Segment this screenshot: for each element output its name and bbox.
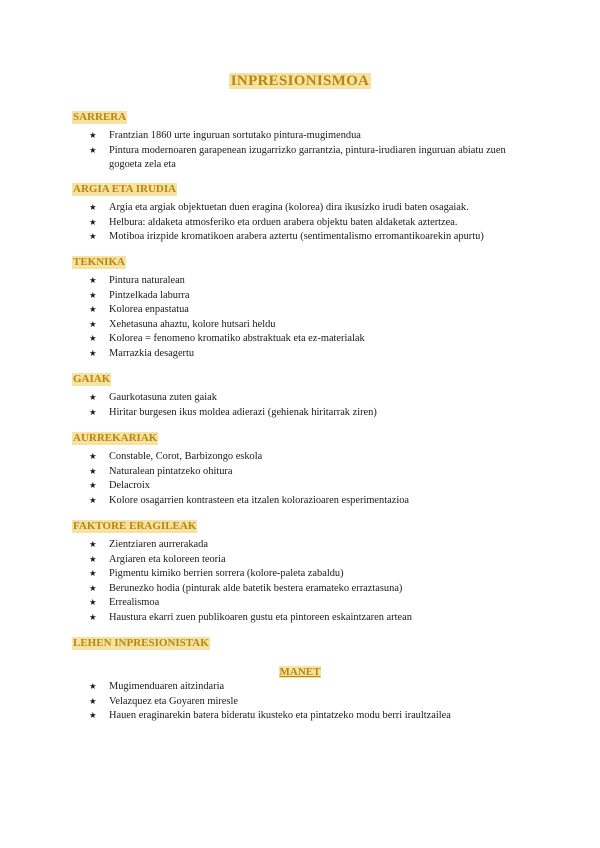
star-bullet-icon: ★ — [89, 348, 97, 359]
list-item: ★ Marrazkia desagertu — [72, 347, 532, 362]
star-bullet-icon: ★ — [89, 305, 97, 316]
section-argia-eta-irudia — [72, 179, 532, 245]
list-item: ★ Hiritar burgesen ikus moldea adierazi (gehienak hiritarrak ziren) — [72, 406, 532, 421]
section-faktore-eragileak — [72, 516, 532, 626]
star-bullet-icon: ★ — [89, 569, 97, 580]
list-item: ★ Kolorea = fenomeno kromatiko abstraktuak eta ez-materialak — [72, 332, 532, 347]
list-item: ★ Motiboa irizpide kromatikoen arabera aztertu (sentimentalismo erromantikoarekin apurtu) — [72, 230, 532, 245]
list-item: ★ Pintzelkada laburra — [72, 289, 532, 304]
star-bullet-icon: ★ — [89, 598, 97, 609]
star-bullet-icon: ★ — [89, 682, 97, 692]
list-item: ★ Argiaren eta koloreen teoria — [72, 553, 532, 568]
bullet-list — [72, 538, 532, 626]
star-bullet-icon: ★ — [89, 334, 97, 345]
star-bullet-icon: ★ — [89, 481, 97, 492]
bullet-list — [72, 274, 532, 362]
list-item: ★ Hauen eraginarekin batera bideratu ikusteko eta pintatzeko modu berri iraultzailea — [72, 709, 532, 724]
star-bullet-icon: ★ — [89, 217, 97, 228]
subsection-heading-text: MANET — [279, 666, 321, 678]
star-bullet-icon: ★ — [89, 466, 97, 477]
list-item: ★ Zientziaren aurrerakada — [72, 538, 532, 553]
list-item: ★ Pintura modernoaren garapenean izugarrizko garrantzia, pintura-irudiaren inguruan abiatu zuen gogoeta zela eta — [89, 144, 506, 171]
star-bullet-icon: ★ — [89, 203, 97, 213]
star-bullet-icon: ★ — [89, 393, 97, 403]
bullet-list — [72, 201, 532, 245]
section-heading: TEKNIKA — [73, 256, 125, 268]
section-sarrera — [72, 107, 532, 173]
star-bullet-icon: ★ — [89, 232, 97, 243]
star-bullet-icon: ★ — [89, 696, 97, 707]
list-item: ★ Helbura: aldaketa atmosferiko eta orduen arabera objektu baten aldaketak aztertzea. — [72, 216, 532, 231]
star-bullet-icon: ★ — [89, 711, 97, 722]
bullet-list — [72, 129, 532, 173]
document-title-text: INPRESIONISMOA — [230, 73, 370, 89]
document-title — [0, 72, 600, 90]
star-bullet-icon: ★ — [89, 612, 97, 623]
list-item: ★ Mugimenduaren aitzindaria — [72, 680, 532, 695]
section-heading: ARGIA ETA IRUDIA — [73, 183, 177, 195]
star-bullet-icon: ★ — [89, 495, 97, 506]
list-item: ★ Kolorea enpastatua — [72, 303, 532, 318]
list-item: ★ Gaurkotasuna zuten gaiak — [72, 391, 532, 406]
list-item: ★ Xehetasuna ahaztu, kolore hutsari heldu — [72, 318, 532, 333]
star-bullet-icon: ★ — [89, 319, 97, 330]
star-bullet-icon: ★ — [89, 290, 97, 301]
section-heading: AURREKARIAK — [73, 432, 158, 444]
star-bullet-icon: ★ — [89, 407, 97, 418]
section-heading: SARRERA — [73, 111, 127, 123]
bullet-list — [72, 680, 532, 724]
star-bullet-icon: ★ — [89, 131, 97, 141]
section-gaiak — [72, 369, 532, 420]
star-bullet-icon: ★ — [89, 554, 97, 565]
list-item: ★ Kolore osagarrien kontrasteen eta itzalen kolorazioaren esperimentazioa — [72, 494, 532, 509]
list-item: ★ Delacroix — [72, 479, 532, 494]
section-heading: LEHEN INPRESIONISTAK — [73, 637, 209, 649]
star-bullet-icon: ★ — [89, 583, 97, 594]
list-item: ★ Haustura ekarri zuen publikoaren gustu eta pintoreen eskaintzaren artean — [72, 611, 532, 626]
star-bullet-icon: ★ — [89, 452, 97, 462]
section-aurrekariak — [72, 428, 532, 508]
bullet-list — [72, 391, 532, 420]
section-lehen-inpresionistak — [72, 633, 532, 651]
section-manet — [72, 676, 532, 724]
list-item: ★ Errealismoa — [72, 596, 532, 611]
section-heading: FAKTORE ERAGILEAK — [73, 520, 197, 532]
list-item: ★ Constable, Corot, Barbizongo eskola — [72, 450, 532, 465]
list-item: ★ Berunezko hodia (pinturak alde batetik bestera eramateko erraztasuna) — [72, 582, 532, 597]
list-item: ★ Argia eta argiak objektuetan duen eragina (kolorea) dira ikusizko irudi baten osagaiak. — [72, 201, 532, 216]
list-item: ★ Frantzian 1860 urte inguruan sortutako pintura-mugimendua — [72, 129, 532, 144]
list-item: ★ Pintura naturalean — [72, 274, 532, 289]
section-teknika — [72, 252, 532, 362]
star-bullet-icon: ★ — [89, 145, 97, 156]
star-bullet-icon: ★ — [89, 276, 97, 286]
list-item: ★ Naturalean pintatzeko ohitura — [72, 465, 532, 480]
bullet-list — [72, 450, 532, 508]
star-bullet-icon: ★ — [89, 540, 97, 550]
section-heading: GAIAK — [73, 373, 111, 385]
list-item: ★ Velazquez eta Goyaren miresle — [72, 695, 532, 710]
list-item: ★ Pigmentu kimiko berrien sorrera (kolore-paleta zabaldu) — [72, 567, 532, 582]
